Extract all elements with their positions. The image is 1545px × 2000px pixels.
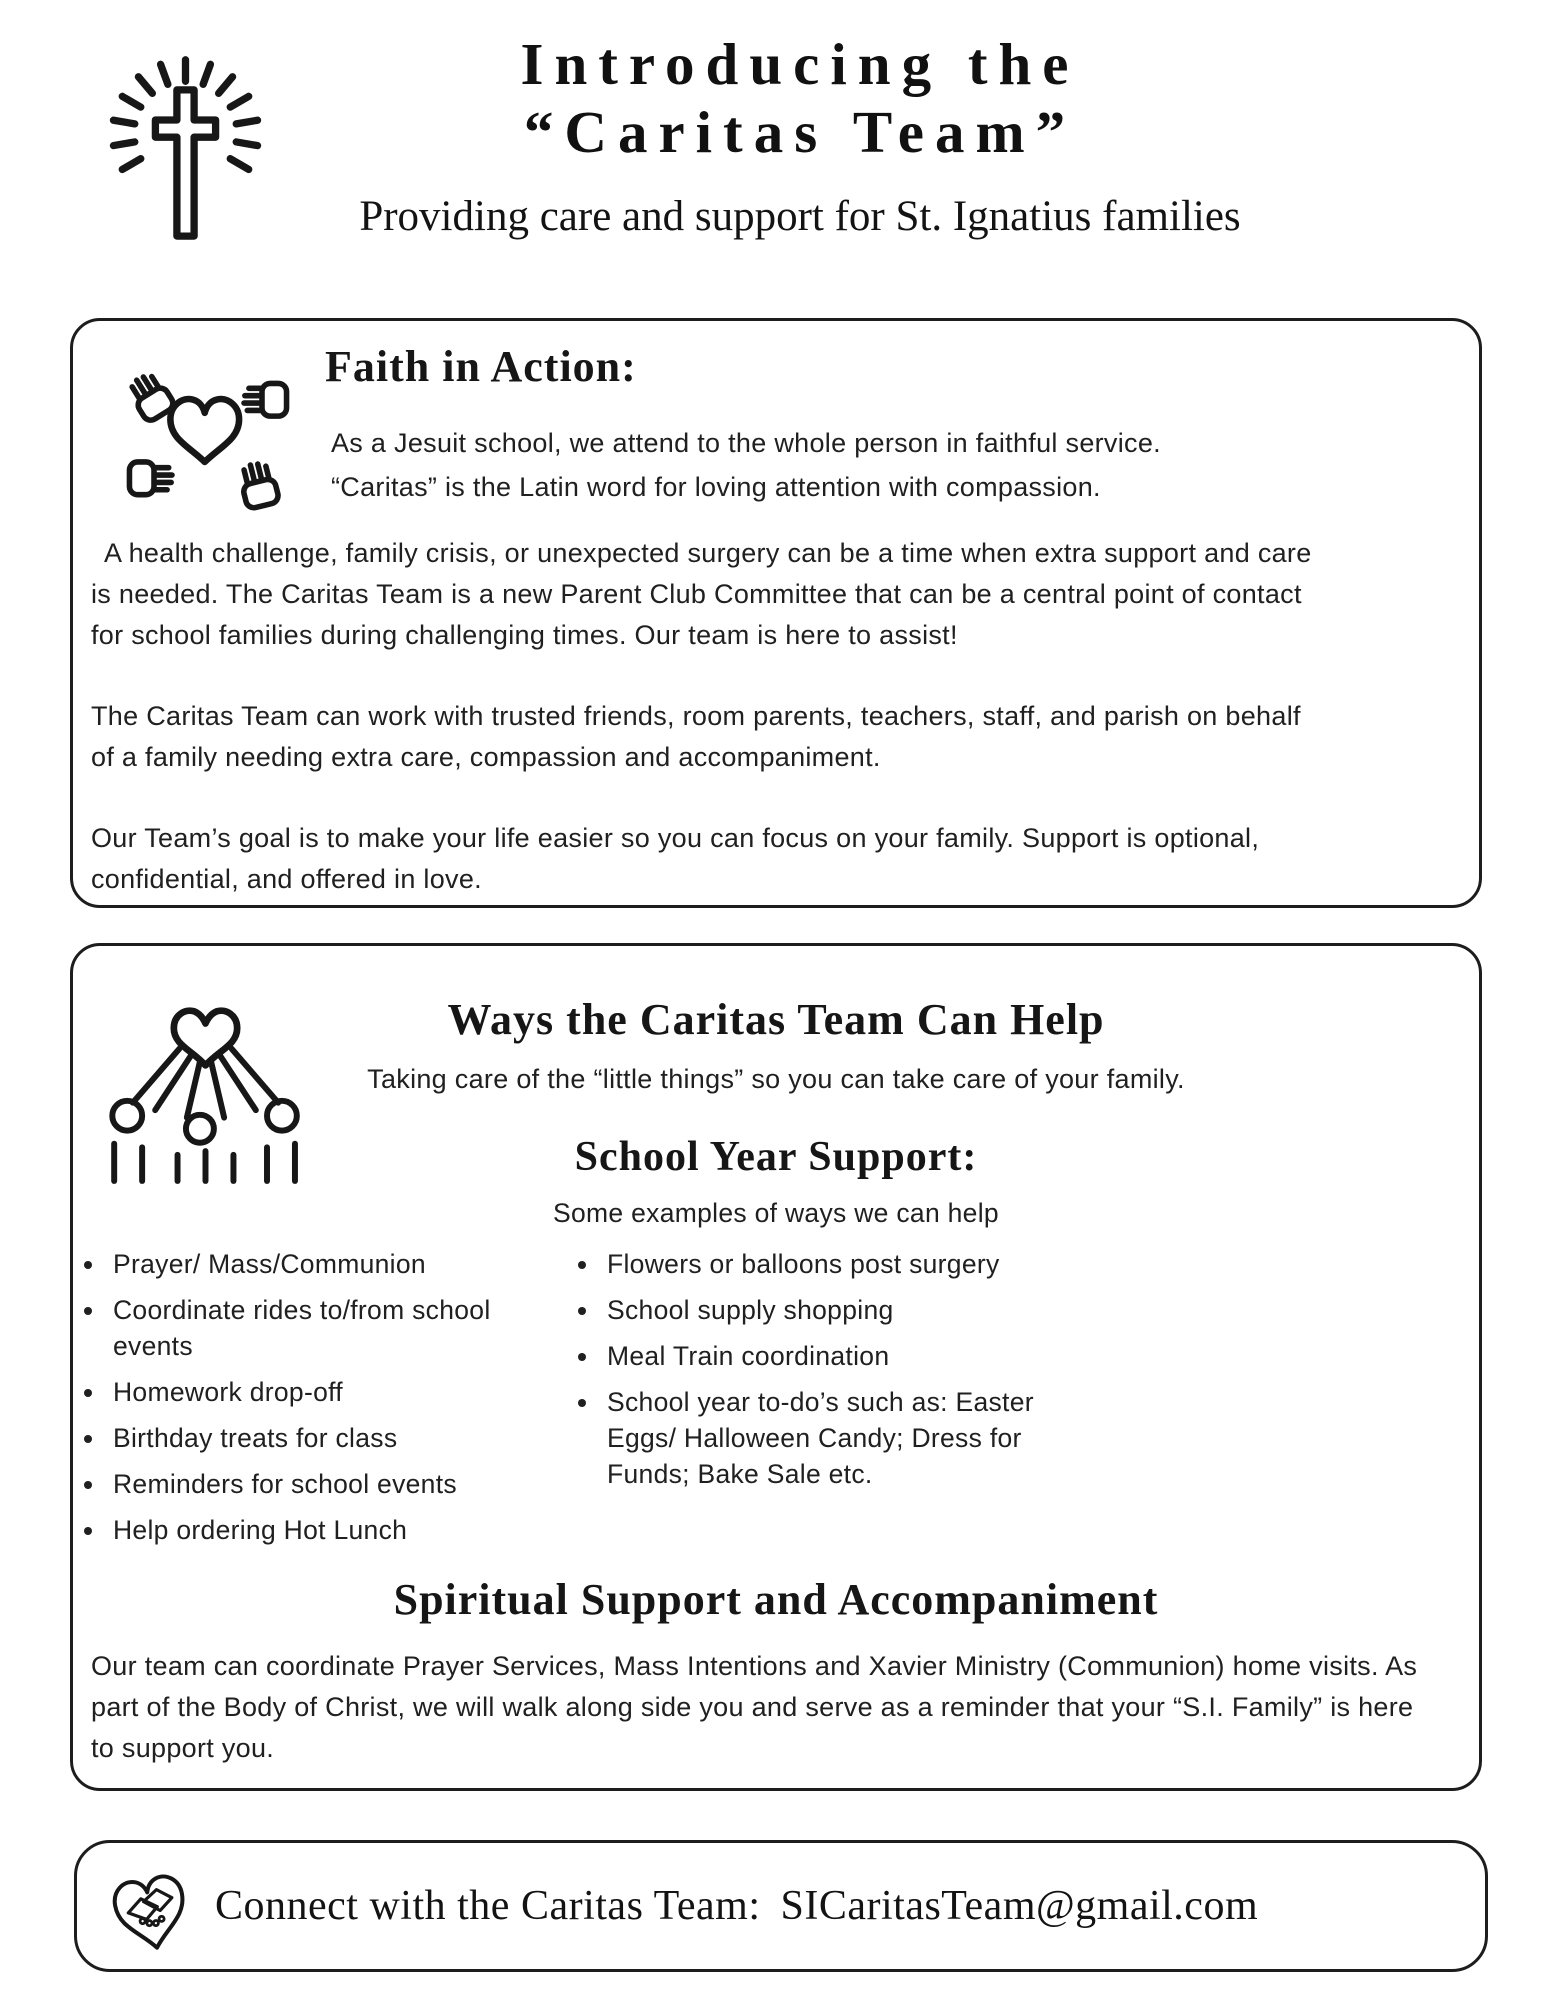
school-year-support-subheading: Some examples of ways we can help [553, 1198, 999, 1228]
ways-tagline: Taking care of the “little things” so you can take care of your family. [367, 1064, 1185, 1094]
faith-paragraphs [73, 533, 1479, 940]
faith-intro-line1: As a Jesuit school, we attend to the whole person in faithful service. [331, 428, 1161, 458]
faith-intro-line2: “Caritas” is the Latin word for loving attention with compassion. [331, 472, 1101, 502]
list-item: • Prayer/ Mass/Communion [107, 1246, 567, 1282]
ways-heading: Ways the Caritas Team Can Help [447, 995, 1105, 1044]
list-item: • Help ordering Hot Lunch [107, 1512, 567, 1548]
handshake-heart-icon [97, 1855, 203, 1961]
connect-label: Connect with the Caritas Team: [215, 1883, 761, 1929]
faith-paragraph-1: A health challenge, family crisis, or unexpected surgery can be a time when extra support and care is needed. The Caritas Team is a new Parent Club Committee that can be a central point of contact for school families during challenging times. Our team is here to assist! [91, 538, 1312, 650]
list-item: • School year to-do’s such as: Easter Eggs/ Halloween Candy; Dress for Funds; Bake Sale etc. [601, 1384, 1101, 1492]
faith-heading: Faith in Action: [325, 342, 637, 391]
connect-line [215, 1843, 1258, 1969]
support-examples-columns [73, 1246, 1479, 1558]
list-item: • Flowers or balloons post surgery [601, 1246, 1101, 1282]
faith-in-action-box [70, 318, 1482, 908]
ways-to-help-box [70, 943, 1482, 1791]
page-subtitle: Providing care and support for St. Ignatius families [359, 193, 1241, 240]
header [170, 30, 1430, 242]
faith-intro [331, 421, 1161, 509]
support-examples-left-list [73, 1246, 567, 1558]
connect-box [74, 1840, 1488, 1972]
list-item: • Homework drop-off [107, 1374, 567, 1410]
list-item: • Meal Train coordination [601, 1338, 1101, 1374]
faith-paragraph-2: The Caritas Team can work with trusted friends, room parents, teachers, staff, and parish on behalf of a family needing extra care, compassion and accompaniment. [91, 701, 1301, 772]
spiritual-support-paragraph: Our team can coordinate Prayer Services, Mass Intentions and Xavier Ministry (Communion) home visits. As part of the Body of Christ, we will walk along side you and serve as a reminder that your “S.I. Family” is here to support you. [91, 1651, 1418, 1763]
list-item: • Birthday treats for class [107, 1420, 567, 1456]
spiritual-support-heading: Spiritual Support and Accompaniment [393, 1575, 1159, 1624]
page-title-line2: “Caritas Team” [523, 99, 1077, 165]
hands-around-heart-icon [118, 349, 298, 534]
caritas-team-email[interactable]: SICaritasTeam@gmail.com [780, 1883, 1259, 1929]
list-item: • School supply shopping [601, 1292, 1101, 1328]
list-item: • Coordinate rides to/from school events [107, 1292, 567, 1364]
faith-paragraph-3: Our Team’s goal is to make your life easier so you can focus on your family. Support is optional, confidential, and offered in love. [91, 823, 1260, 894]
list-item: • Reminders for school events [107, 1466, 567, 1502]
page-title-line1: Introducing the [520, 31, 1080, 97]
school-year-support-heading: School Year Support: [574, 1134, 978, 1180]
support-examples-right-list [567, 1246, 1101, 1558]
